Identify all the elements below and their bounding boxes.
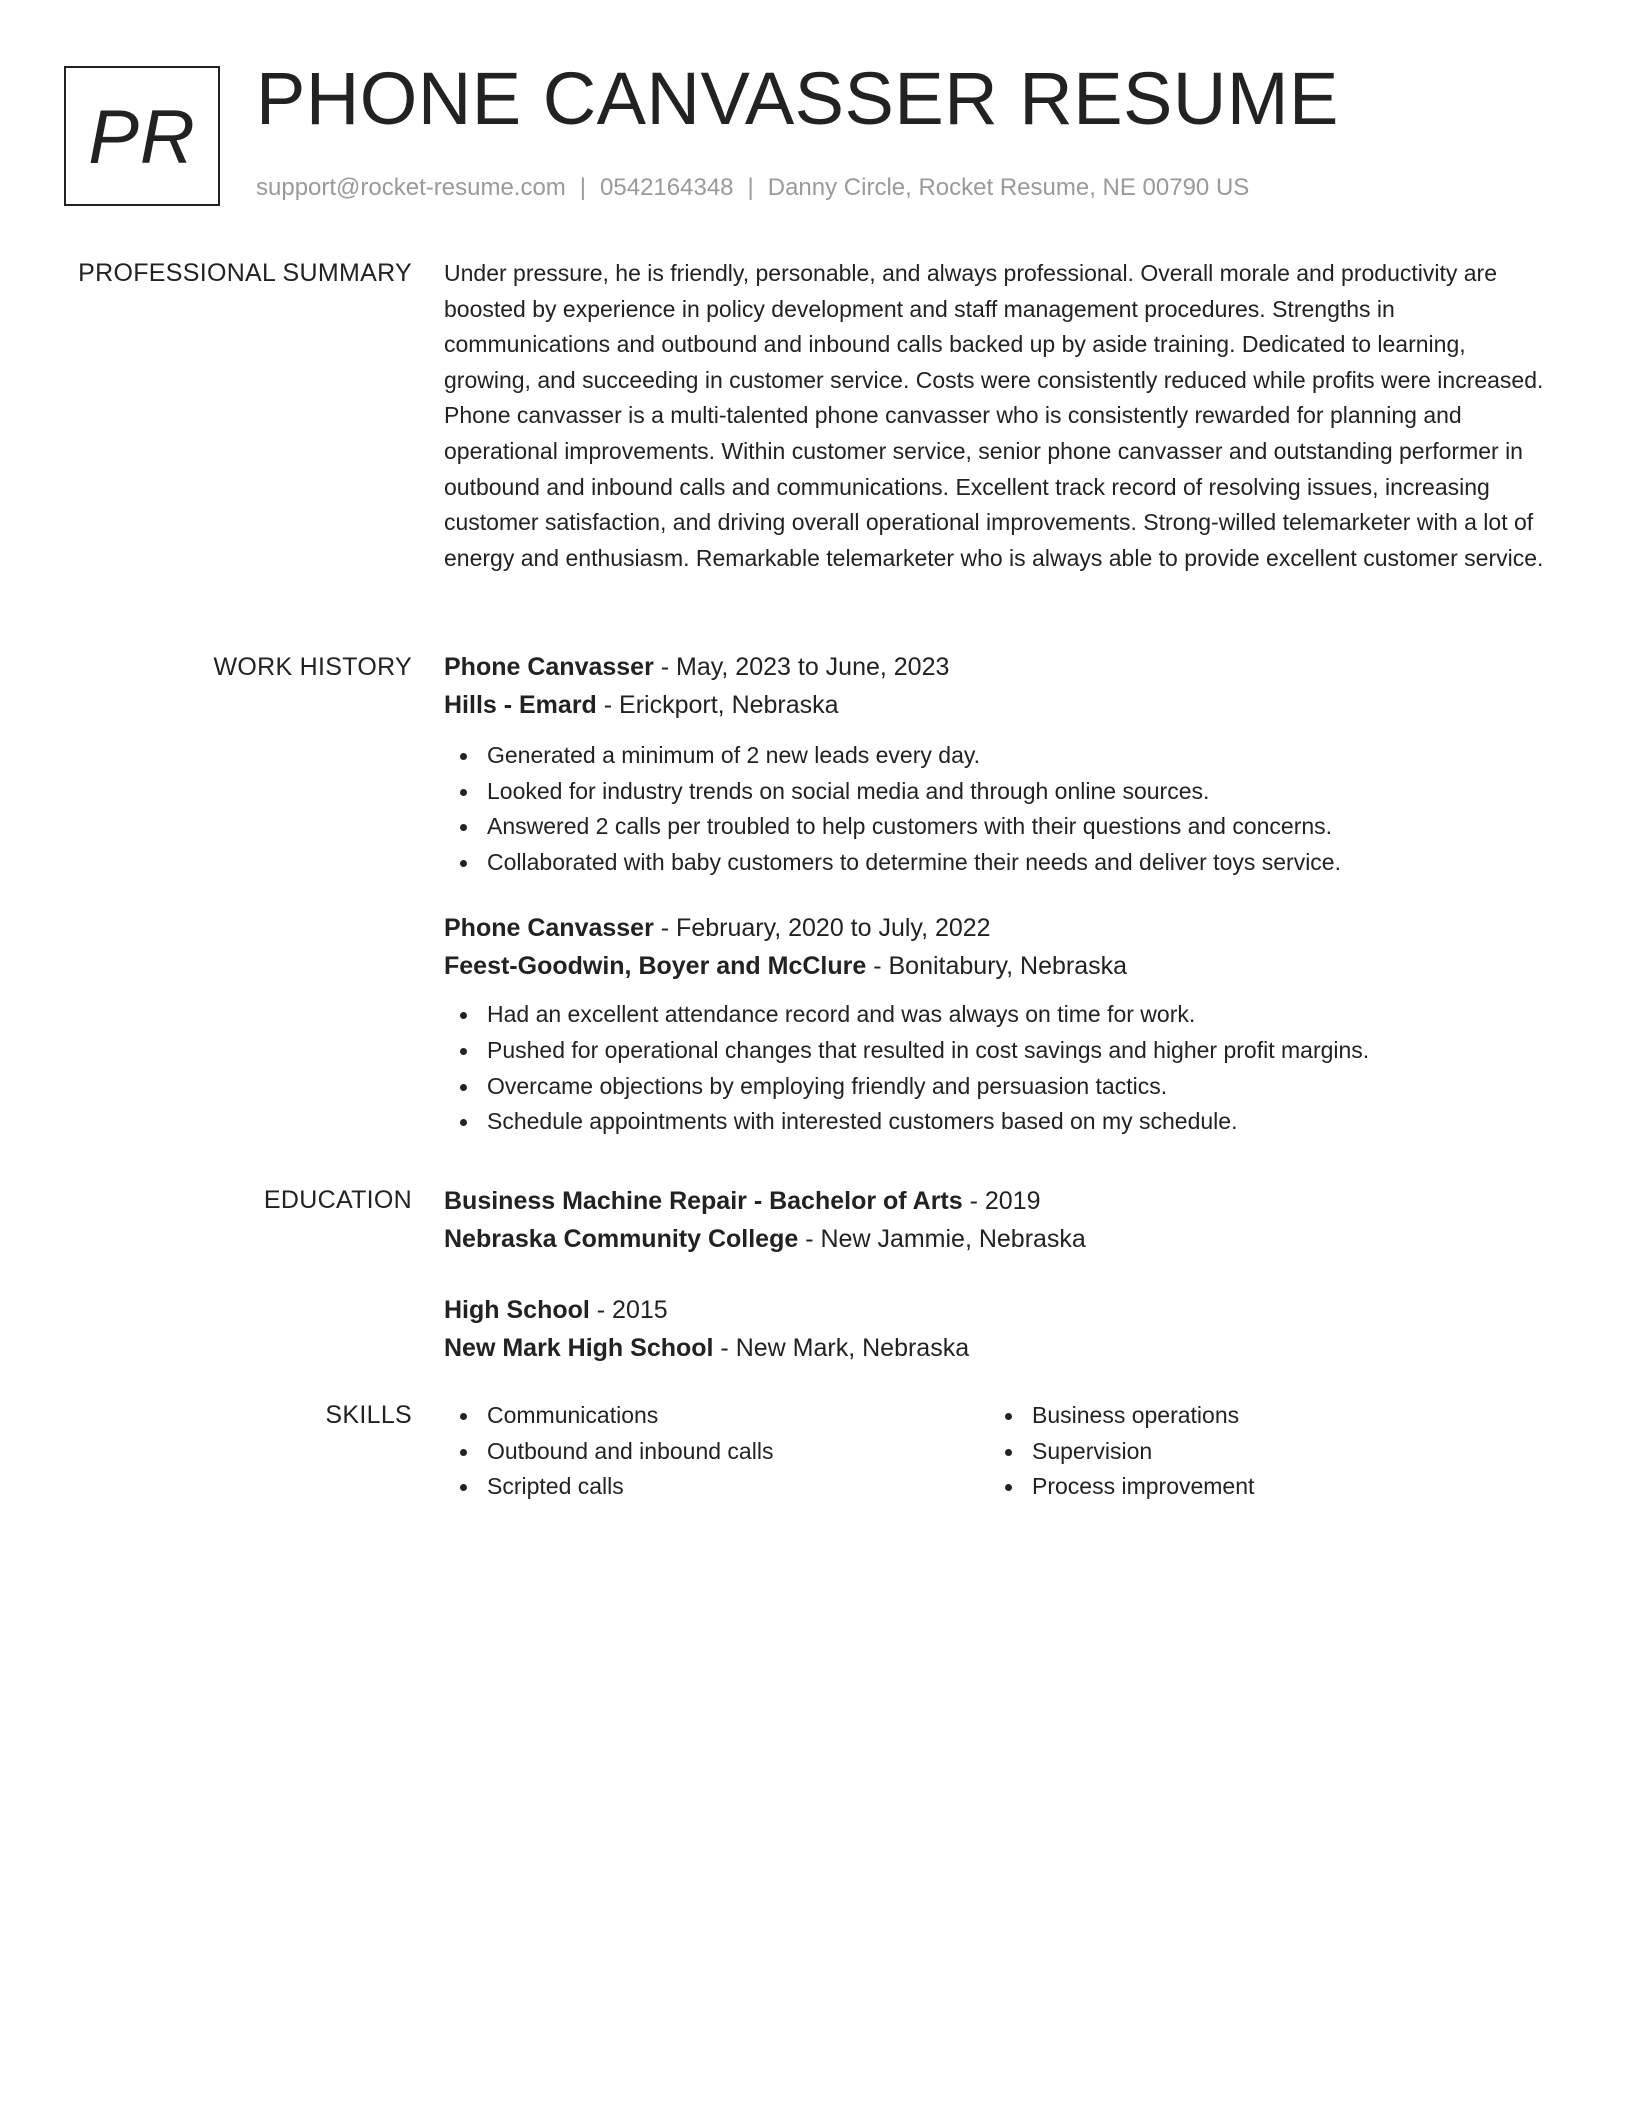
skill-item (989, 1469, 1254, 1505)
job-title-line (444, 909, 1544, 947)
bullet-dot (460, 824, 467, 831)
job-bullet (444, 738, 1544, 774)
job-title: Phone Canvasser (444, 653, 654, 681)
job-bullet (444, 809, 1544, 845)
bullet-dot (460, 1449, 467, 1456)
summary-text: Under pressure, he is friendly, personable, and always professional. Overall morale and productivity are boosted by experience in policy development and staff management procedures. Strengths in communications and outbound and inbound calls backed up by aside training. Dedicated to learning, growing, and succeeding in customer service. Costs were consistently reduced while profits were increased. Phone canvasser is a multi-talented phone canvasser who is consistently rewarded for planning and operational improvements. Within customer service, senior phone canvasser and outstanding performer in outbound and inbound calls and communications. Excellent track record of resolving issues, increasing customer satisfaction, and driving overall operational improvements. Strong-willed telemarketer with a lot of energy and enthusiasm. Remarkable telemarketer who is always able to provide excellent customer service. (444, 260, 1544, 571)
education-degree: Business Machine Repair - Bachelor of Arts (444, 1187, 963, 1215)
job-company-line (444, 686, 1544, 724)
skill-text: Outbound and inbound calls (487, 1437, 774, 1464)
bullet-dot (1005, 1413, 1012, 1420)
job-bullet-text: Had an excellent attendance record and was always on time for work. (487, 1001, 1196, 1028)
skill-item (989, 1434, 1254, 1470)
skill-text: Communications (487, 1402, 659, 1428)
job-dates: - February, 2020 to July, 2022 (653, 914, 991, 943)
skill-text: Scripted calls (487, 1473, 624, 1500)
education-location: - New Jammie, Nebraska (798, 1225, 1086, 1253)
bullet-dot (460, 1012, 467, 1019)
job-bullets (444, 997, 1544, 1139)
skill-item (444, 1434, 773, 1470)
job-bullet-text: Overcame objections by employing friendly and persuasion tactics. (487, 1072, 1168, 1099)
job-company-line (444, 947, 1544, 985)
work-history-body (444, 648, 1544, 1140)
section-label-summary: PROFESSIONAL SUMMARY (78, 259, 412, 287)
job-entry (444, 909, 1544, 1139)
contact-separator: | (579, 174, 587, 201)
skill-item (444, 1469, 773, 1505)
job-bullet (444, 1069, 1544, 1105)
section-label-work-history: WORK HISTORY (213, 653, 412, 681)
contact-line (256, 174, 1249, 202)
skill-item (444, 1398, 773, 1434)
contact-phone[interactable]: 0542164348 (600, 174, 734, 201)
education-school-line (444, 1329, 1544, 1367)
job-company: Hills - Emard (444, 691, 597, 719)
education-school: New Mark High School (444, 1334, 714, 1362)
skill-text: Business operations (1032, 1402, 1240, 1428)
education-entry (444, 1291, 1544, 1367)
bullet-dot (460, 753, 467, 760)
job-title: Phone Canvasser (444, 914, 654, 943)
bullet-dot (460, 1413, 467, 1420)
job-bullets (444, 738, 1544, 880)
education-location: - New Mark, Nebraska (713, 1334, 970, 1362)
contact-address: Danny Circle, Rocket Resume, NE 00790 US (767, 174, 1250, 201)
bullet-dot (460, 1084, 467, 1091)
education-degree-line (444, 1291, 1544, 1329)
bullet-dot (460, 860, 467, 867)
job-bullet-text: Looked for industry trends on social media and through online sources. (487, 777, 1210, 804)
education-degree-line (444, 1182, 1544, 1220)
job-bullet (444, 1104, 1544, 1140)
job-bullet-text: Answered 2 calls per troubled to help customers with their questions and concerns. (487, 813, 1333, 840)
job-location: - Bonitabury, Nebraska (866, 952, 1128, 981)
bullet-dot (460, 1119, 467, 1126)
education-year: - 2015 (589, 1296, 668, 1324)
job-bullet (444, 997, 1544, 1033)
education-year: - 2019 (962, 1187, 1041, 1215)
contact-separator: | (747, 174, 754, 201)
skill-text: Process improvement (1032, 1473, 1255, 1500)
monogram-box (64, 66, 220, 206)
job-entry (444, 648, 1544, 880)
bullet-dot (460, 1048, 467, 1055)
job-bullet (444, 1033, 1544, 1069)
education-school-line (444, 1220, 1544, 1258)
job-dates: - May, 2023 to June, 2023 (653, 653, 950, 681)
bullet-dot (1005, 1484, 1012, 1491)
section-label-skills: SKILLS (325, 1401, 412, 1429)
job-company: Feest-Goodwin, Boyer and McClure (444, 952, 867, 981)
job-bullet-text: Collaborated with baby customers to determine their needs and deliver toys service. (487, 848, 1341, 875)
education-body (444, 1182, 1544, 1367)
education-entry (444, 1182, 1544, 1258)
bullet-dot (460, 789, 467, 796)
summary-body (444, 256, 1544, 576)
monogram-initials: PR (88, 94, 196, 180)
skill-text: Supervision (1032, 1437, 1153, 1464)
job-bullet (444, 845, 1544, 881)
job-title-line (444, 648, 1544, 686)
skills-list-right (989, 1398, 1254, 1505)
job-bullet-text: Generated a minimum of 2 new leads every day. (487, 742, 981, 768)
job-location: - Erickport, Nebraska (596, 691, 839, 719)
bullet-dot (460, 1484, 467, 1491)
education-degree: High School (444, 1296, 590, 1324)
section-label-education: EDUCATION (263, 1186, 412, 1214)
skill-item (989, 1398, 1254, 1434)
education-school: Nebraska Community College (444, 1225, 799, 1253)
bullet-dot (1005, 1449, 1012, 1456)
resume-title: PHONE CANVASSER RESUME (256, 57, 1339, 140)
job-bullet-text: Schedule appointments with interested customers based on my schedule. (487, 1108, 1238, 1135)
contact-email[interactable]: support@rocket-resume.com (256, 174, 566, 201)
job-bullet-text: Pushed for operational changes that resulted in cost savings and higher profit margins. (487, 1036, 1370, 1063)
skills-list-left (444, 1398, 773, 1505)
job-bullet (444, 774, 1544, 810)
